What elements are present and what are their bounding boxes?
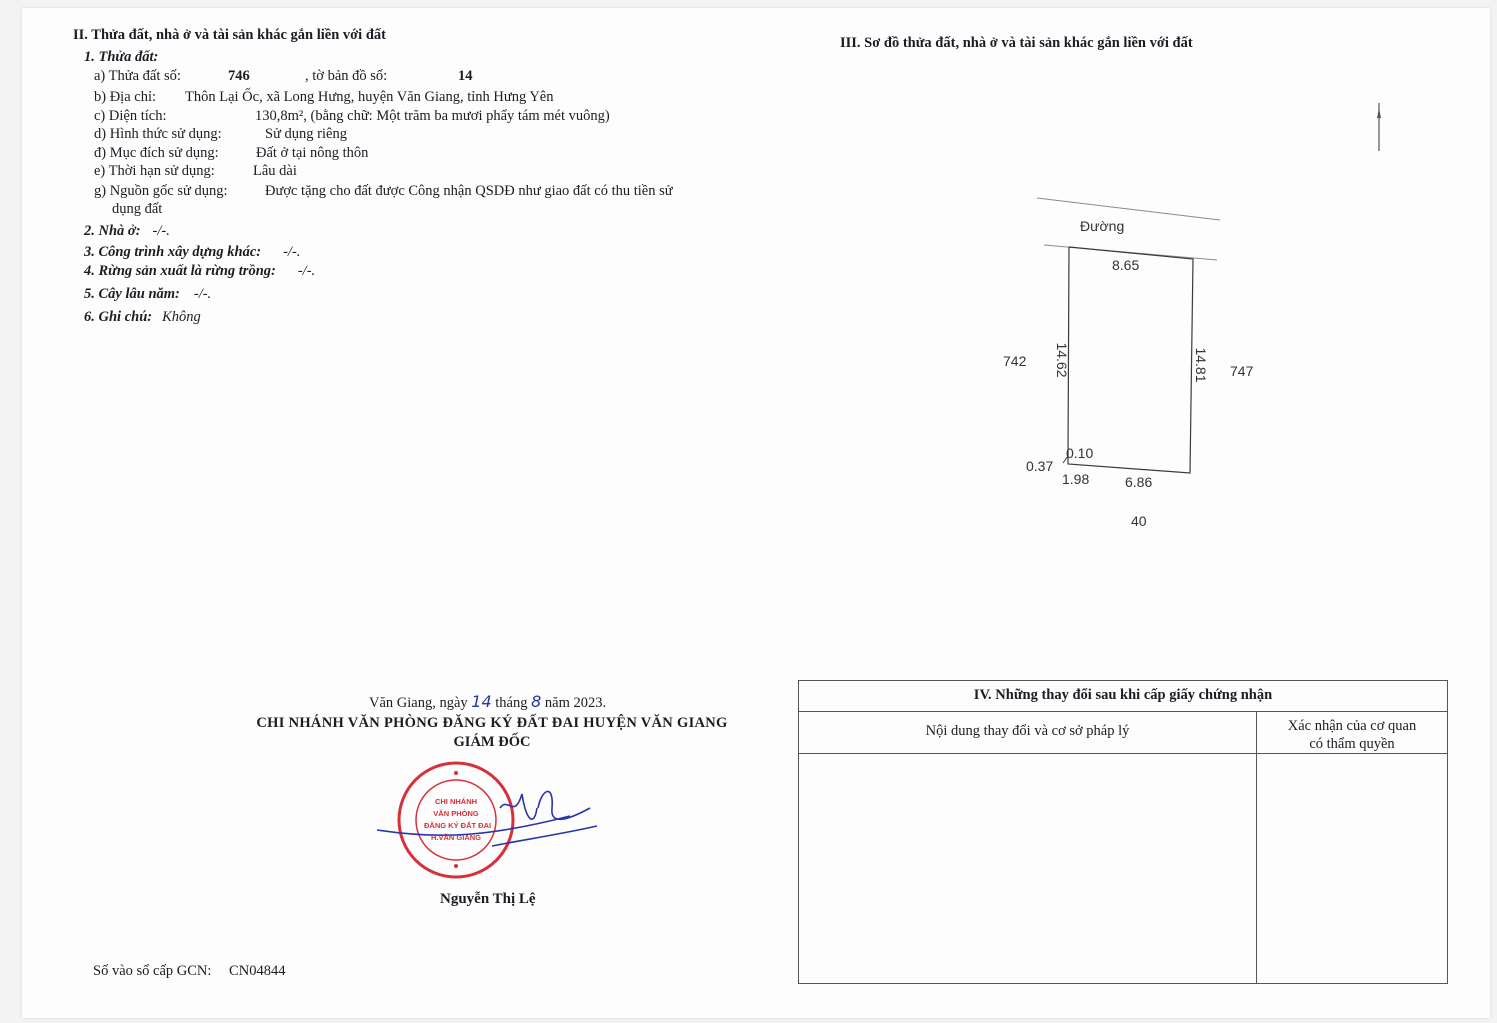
date-year: năm 2023. (544, 695, 607, 711)
item-1-title: 1. Thửa đất: (84, 49, 159, 65)
other-construction-value: -/-. (283, 244, 301, 260)
right-edge-length: 14.81 (1193, 347, 1209, 383)
registry-number-row (93, 963, 285, 980)
perennial-trees-value: -/-. (193, 286, 212, 302)
usage-term-label: e) Thời hạn sử dụng: (94, 163, 215, 179)
origin-label: g) Nguồn gốc sử dụng: (94, 183, 228, 199)
date-day: 14 (471, 692, 492, 711)
column-change-content: Nội dung thay đổi và cơ sở pháp lý (925, 723, 1130, 739)
address-value: Thôn Lại Ốc, xã Long Hưng, huyện Văn Giang, tỉnh Hưng Yên (185, 89, 554, 105)
section-3-title: III. Sơ đồ thửa đất, nhà ở và tài sản khác gắn liền với đất (840, 35, 1193, 51)
usage-form-value: Sử dụng riêng (265, 126, 347, 142)
column-authority-confirmation (1257, 717, 1447, 753)
map-sheet-value: 14 (458, 68, 473, 84)
stamp-line-3: ĐĂNG KÝ ĐẤT ĐAI (424, 821, 492, 830)
right-neighbor-parcel: 747 (1230, 363, 1254, 379)
parcel-number-value: 746 (228, 68, 250, 84)
issuing-office: CHI NHÁNH VĂN PHÒNG ĐĂNG KÝ ĐẤT ĐAI HUYỆN VĂN GIANG (256, 715, 728, 731)
map-sheet-label: , tờ bản đồ số: (305, 68, 388, 84)
area-label: c) Diện tích: (94, 108, 167, 124)
stamp-line-4: H.VĂN GIANG (430, 833, 481, 842)
bottom-neighbor-parcel: 40 (1131, 513, 1147, 529)
planted-forest-value: -/-. (297, 263, 316, 279)
registry-value: CN04844 (229, 963, 286, 979)
origin-value-continued: dụng đất (112, 201, 163, 217)
certificate-page (22, 8, 1490, 1018)
house-value: -/-. (152, 223, 170, 239)
perennial-trees-label: 5. Cây lâu năm: (84, 286, 180, 302)
note-label: 6. Ghi chú: (84, 309, 153, 325)
bottom-right-edge-length: 6.86 (1125, 474, 1153, 490)
section-2-title: II. Thửa đất, nhà ở và tài sản khác gắn liền với đất (73, 27, 386, 43)
date-month: 8 (531, 692, 542, 711)
date-month-label: tháng (495, 695, 528, 711)
stamp-line-2: VĂN PHÒNG (433, 809, 479, 818)
section-4-title: IV. Những thay đổi sau khi cấp giấy chứng nhận (973, 687, 1273, 703)
signer-name: Nguyễn Thị Lệ (440, 891, 536, 907)
corner-offset-length: 0.37 (1026, 458, 1054, 474)
origin-value: Được tặng cho đất được Công nhận QSDĐ như giao đất có thu tiền sử (265, 183, 673, 199)
changes-table (798, 680, 1448, 984)
house-label: 2. Nhà ở: (84, 223, 141, 239)
usage-term-value: Lâu dài (253, 163, 297, 179)
note-value: Không (162, 309, 201, 325)
column-authority-line-1: Xác nhận của cơ quan (1287, 718, 1417, 734)
address-label: b) Địa chỉ: (94, 89, 157, 105)
left-edge-length: 14.62 (1054, 342, 1070, 378)
top-edge-length: 8.65 (1112, 257, 1140, 273)
column-authority-line-2: có thẩm quyền (1309, 736, 1395, 752)
road-label: Đường (1080, 218, 1125, 234)
corner-small-length: 0.10 (1066, 445, 1094, 461)
stamp-line-1: CHI NHÁNH (434, 797, 478, 806)
other-construction-label: 3. Công trình xây dựng khác: (84, 244, 262, 260)
left-neighbor-parcel: 742 (1003, 353, 1027, 369)
parcel-number-label: a) Thửa đất số: (94, 68, 181, 84)
registry-label: Số vào sổ cấp GCN: (93, 963, 212, 979)
planted-forest-label: 4. Rừng sản xuất là rừng trồng: (84, 263, 276, 279)
table-divider-header (799, 753, 1447, 754)
usage-purpose-value: Đất ở tại nông thôn (256, 145, 369, 161)
bottom-left-edge-length: 1.98 (1062, 471, 1090, 487)
usage-form-label: d) Hình thức sử dụng: (94, 126, 222, 142)
table-divider-top (799, 711, 1447, 712)
date-prefix: Văn Giang, ngày (369, 695, 468, 711)
area-value: 130,8m², (bằng chữ: Một trăm ba mươi phẩy tám mét vuông) (255, 108, 610, 124)
stamp-text (424, 796, 492, 844)
signer-position: GIÁM ĐỐC (453, 734, 531, 750)
usage-purpose-label: đ) Mục đích sử dụng: (94, 145, 219, 161)
